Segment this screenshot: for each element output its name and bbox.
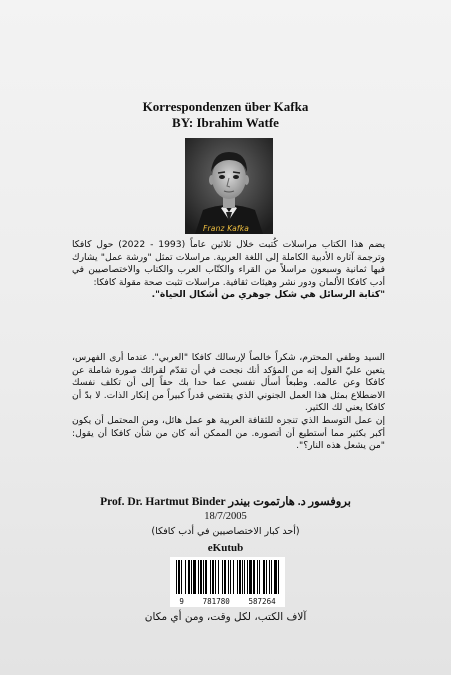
barcode-bar [218, 560, 219, 594]
barcode-bar [222, 560, 223, 594]
intro-text: يضم هذا الكتاب مراسلات كُتبت خلال ثلاثين عاماً (1993 - 2022) حول كافكا وترجمة آثاره الأدبية الكاملة إلى اللغة العربية. مراسلات تمثل "ورشة عمل" يشارك فيها ثمانية وسبعون مراسلاً من القراء والكتّاب العرب والكتاب والاختصاصيين في أدب كافكا الألمان ودور نشر وهيئات ثقافية. مراسلات تثبت صحة مقولة كافكا: [72, 239, 386, 288]
barcode-bars [170, 557, 285, 597]
letter-date: 18/7/2005 [204, 511, 247, 522]
barcode-digits [170, 597, 285, 606]
barcode-bar [247, 560, 248, 594]
publisher-name: eKutub [207, 542, 244, 554]
book-author: BY: Ibrahim Watfe [172, 115, 279, 130]
intro-quote: "كتابة الرسائل هي شكل جوهري من أشكال الحياة". [151, 289, 385, 301]
header [0, 99, 451, 131]
author-portrait [185, 138, 273, 234]
portrait-caption: Franz Kafka [203, 224, 250, 233]
barcode-bar [210, 560, 211, 594]
barcode-bar [244, 560, 245, 594]
barcode-bar [224, 560, 226, 594]
signer-name: بروفسور د. هارتموت بيندر Prof. Dr. Hartmut Binder [100, 496, 351, 508]
barcode-bar [176, 560, 177, 594]
barcode-bar [181, 560, 182, 594]
barcode-bar [188, 560, 190, 594]
barcode-bar [191, 560, 192, 594]
letter-paragraph-1: السيد وطفي المحترم، شكراً خالصاً لإرسالك كافكا "العربي". عندما أرى الفهرس، يتعين عليّ القول إنه من المؤكد أنك نجحت في أن تقدّم لقرائك صورة شاملة عن كافكا وعن عالمه. وطبعاً أسأل نفسي عما حدا بك حقاً إلى أن تكلف نفسك الاضطلاع بمثل هذا العمل الجنوني الذي يقتضي قدراً كبيراً من إنكار الذات. لا بدّ أن كافكا يعني لك الكثير. [72, 352, 385, 414]
barcode-bar [233, 560, 234, 594]
barcode-digit-group-1: 9 [179, 597, 184, 606]
letter-paragraph-2: إن عمل التوسط الذي تنجزه للثقافة العربية هو عمل هائل، ومن المحتمل أن يكون أكبر بكثير مما أستطيع أن أتصوره. من الممكن أنه كان من شأن كافكا أن يقول: "من يشعل هذه النار؟". [72, 414, 385, 452]
barcode-bar [215, 560, 216, 594]
barcode-bar [242, 560, 243, 594]
barcode-bar [185, 560, 186, 594]
barcode-bar [253, 560, 255, 594]
isbn-barcode [170, 557, 285, 607]
barcode-bar [259, 560, 260, 594]
barcode-bar [274, 560, 277, 594]
book-title: Korrespondenzen über Kafka [142, 99, 309, 114]
barcode-bar [193, 560, 196, 594]
barcode-bar [228, 560, 229, 594]
signer-role: (أحد كبار الاختصاصيين في أدب كافكا) [151, 526, 300, 537]
barcode-bar [212, 560, 214, 594]
barcode-bar [239, 560, 241, 594]
barcode-bar [178, 560, 180, 594]
portrait-image [185, 138, 273, 234]
barcode-bar [278, 560, 279, 594]
barcode-bar [205, 560, 207, 594]
letter-excerpt [72, 352, 385, 453]
barcode-bar [257, 560, 258, 594]
barcode-bar [269, 560, 270, 594]
barcode-bar [203, 560, 204, 594]
barcode-bar [263, 560, 265, 594]
publisher-slogan: آلاف الكتب، لكل وقت، ومن أي مكان [144, 611, 307, 623]
barcode-bar [237, 560, 238, 594]
barcode-bar [249, 560, 252, 594]
barcode-bar [200, 560, 202, 594]
intro-paragraph [72, 239, 385, 302]
barcode-bar [266, 560, 267, 594]
barcode-bar [230, 560, 231, 594]
barcode-digit-group-2: 781780 [202, 597, 230, 606]
barcode-digit-group-3: 587264 [248, 597, 276, 606]
barcode-bar [271, 560, 272, 594]
barcode-bar [198, 560, 199, 594]
